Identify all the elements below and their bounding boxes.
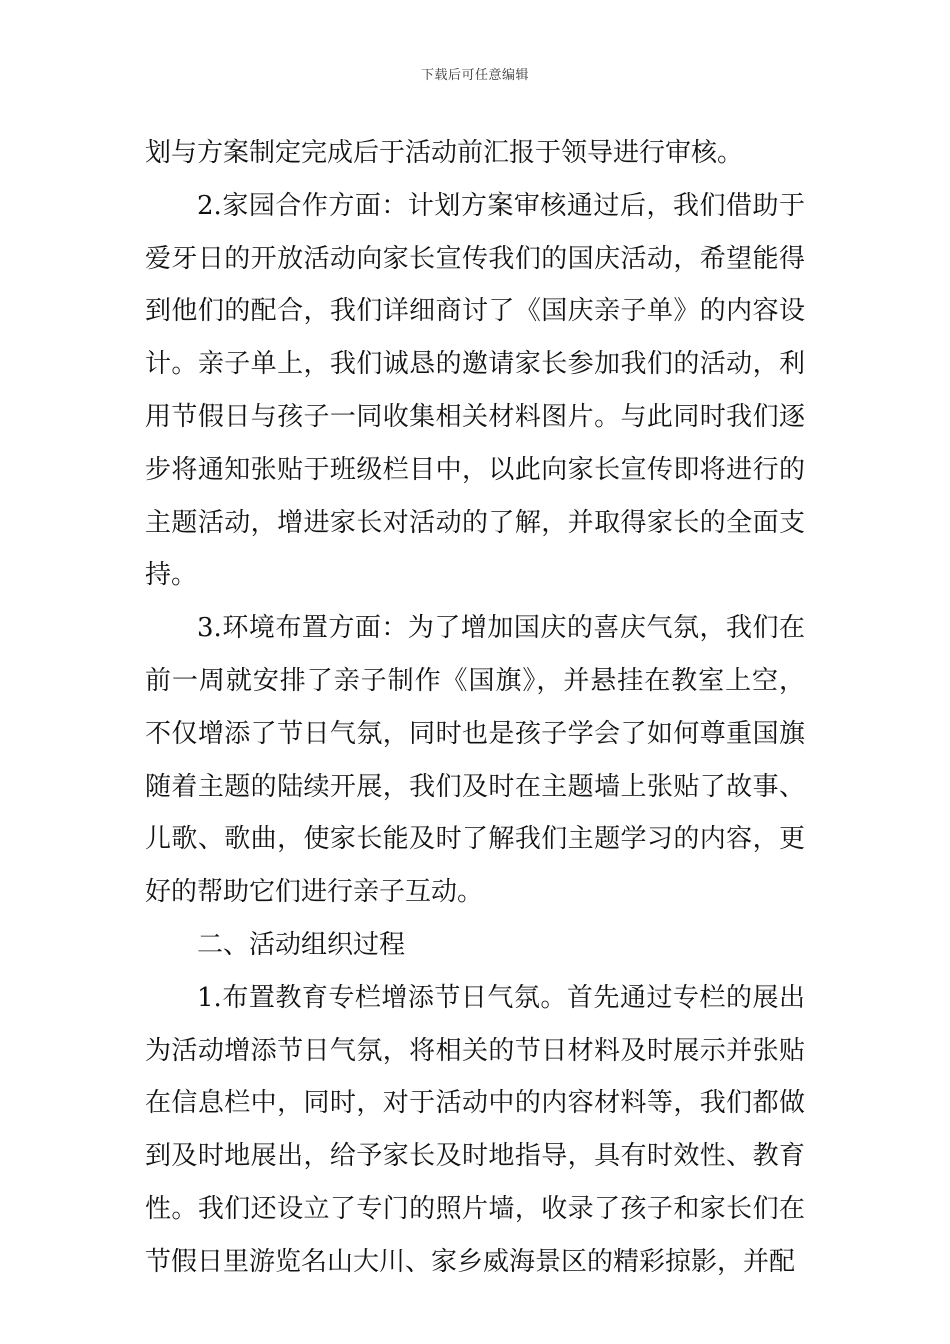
paragraph-continuation: 划与方案制定完成后于活动前汇报于领导进行审核。 xyxy=(145,138,744,168)
paragraph-education-column: 1.布置教育专栏增添节日气氛。首先通过专栏的展出为活动增添节日气氛，将相关的节日材料及时展示并张贴在信息栏中，同时，对于活动中的内容材料等，我们都做到及时地展出，给予家长及时地指导，具有时效性、教育性。我们还设立了专门的照片墙，收录了孩子和家长们在节假日里游览名山大川、家乡威海景区的精彩掠影，并配 xyxy=(145,982,805,1277)
document-body xyxy=(145,127,805,1289)
paragraph-environment-setup: 3.环境布置方面：为了增加国庆的喜庆气氛，我们在前一周就安排了亲子制作《国旗》，并悬挂在教室上空，不仅增添了节日气氛，同时也是孩子学会了如何尊重国旗随着主题的陆续开展，我们及时在主题墙上张贴了故事、儿歌、歌曲，使家长能及时了解我们主题学习的内容，更好的帮助它们进行亲子互动。 xyxy=(145,613,805,908)
paragraph-home-school-cooperation: 2.家园合作方面：计划方案审核通过后，我们借助于爱牙日的开放活动向家长宣传我们的国庆活动，希望能得到他们的配合，我们详细商讨了《国庆亲子单》的内容设计。亲子单上，我们诚恳的邀请家长参加我们的活动，利用节假日与孩子一同收集相关材料图片。与此同时我们逐步将通知张贴于班级栏目中，以此向家长宣传即将进行的主题活动，增进家长对活动的了解，并取得家长的全面支持。 xyxy=(145,190,805,591)
page-header: 下载后可任意编辑 xyxy=(420,68,529,83)
section-heading-activity-process: 二、活动组织过程 xyxy=(197,929,406,960)
